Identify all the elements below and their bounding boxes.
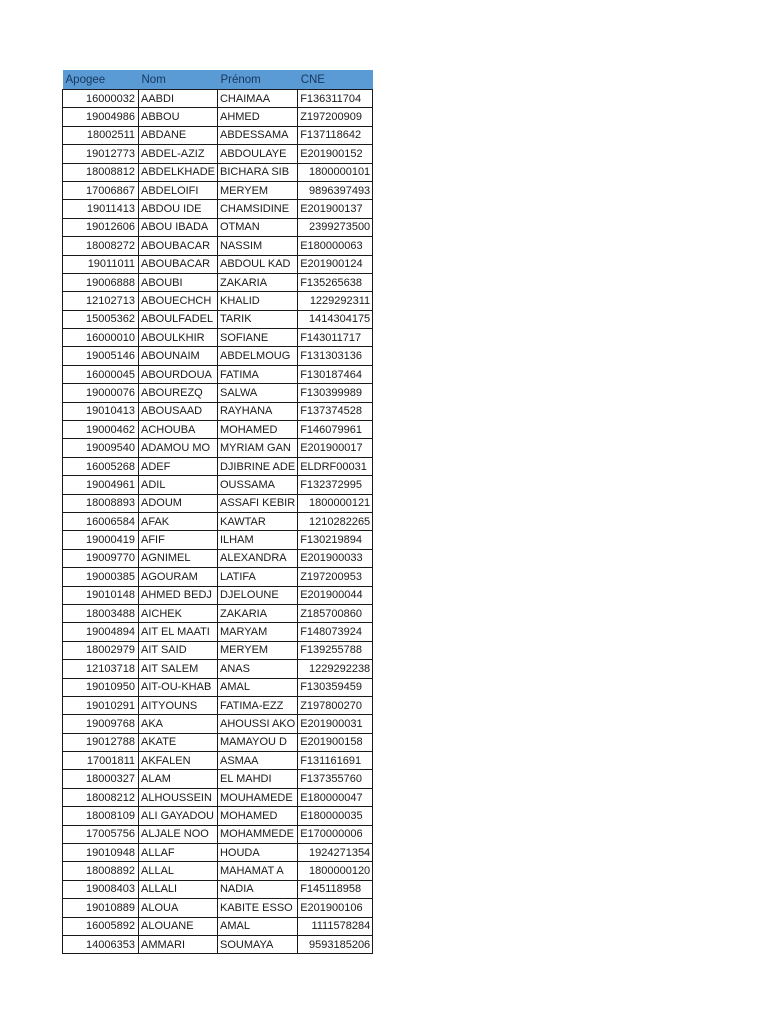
cell-nom: ABOULFADEL: [139, 310, 218, 328]
table-row: [63, 568, 373, 586]
cell-nom: ADAMOU MO: [139, 439, 218, 457]
cell-nom: AGNIMEL: [139, 549, 218, 567]
cell-prenom: OUSSAMA: [217, 476, 297, 494]
table-row: [63, 844, 373, 862]
cell-cne: Z197200909: [298, 108, 373, 126]
cell-cne: F146079961: [298, 421, 373, 439]
cell-cne: 1229292238: [298, 660, 373, 678]
cell-cne: E201900152: [298, 145, 373, 163]
cell-nom: ABBOU: [139, 108, 218, 126]
table-row: [63, 752, 373, 770]
cell-cne: 1800000101: [298, 163, 373, 181]
table-row: [63, 457, 373, 475]
column-header-cne: CNE: [298, 70, 373, 90]
cell-apogee: 12103718: [63, 660, 139, 678]
cell-prenom: ALEXANDRA: [217, 549, 297, 567]
cell-cne: E170000006: [298, 825, 373, 843]
table-row: [63, 292, 373, 310]
cell-apogee: 12102713: [63, 292, 139, 310]
students-sheet: [62, 70, 373, 954]
cell-apogee: 19010889: [63, 899, 139, 917]
cell-nom: ABOUBI: [139, 273, 218, 291]
table-row: [63, 181, 373, 199]
cell-prenom: LATIFA: [217, 568, 297, 586]
table-row: [63, 880, 373, 898]
cell-nom: AHMED BEDJ: [139, 586, 218, 604]
cell-prenom: SOFIANE: [217, 329, 297, 347]
cell-prenom: OTMAN: [217, 218, 297, 236]
cell-apogee: 16005892: [63, 917, 139, 935]
cell-cne: F137355760: [298, 770, 373, 788]
table-row: [63, 715, 373, 733]
cell-cne: 1800000120: [298, 862, 373, 880]
table-row: [63, 660, 373, 678]
cell-cne: 1111578284: [298, 917, 373, 935]
cell-apogee: 19010413: [63, 402, 139, 420]
cell-prenom: SALWA: [217, 384, 297, 402]
cell-nom: ABOUBACAR: [139, 255, 218, 273]
cell-apogee: 18008212: [63, 788, 139, 806]
cell-nom: ABDOU IDE: [139, 200, 218, 218]
cell-cne: 1229292311: [298, 292, 373, 310]
cell-nom: ALLALI: [139, 880, 218, 898]
cell-prenom: FATIMA: [217, 365, 297, 383]
table-row: [63, 329, 373, 347]
cell-cne: F130219894: [298, 531, 373, 549]
cell-cne: Z197200953: [298, 568, 373, 586]
cell-apogee: 19010950: [63, 678, 139, 696]
cell-prenom: ZAKARIA: [217, 604, 297, 622]
table-row: [63, 310, 373, 328]
cell-cne: F131303136: [298, 347, 373, 365]
cell-apogee: 19010291: [63, 696, 139, 714]
table-row: [63, 273, 373, 291]
cell-nom: ADOUM: [139, 494, 218, 512]
cell-cne: E180000047: [298, 788, 373, 806]
table-row: [63, 825, 373, 843]
cell-nom: AFIF: [139, 531, 218, 549]
cell-prenom: MARYAM: [217, 623, 297, 641]
table-row: [63, 402, 373, 420]
cell-prenom: BICHARA SIB: [217, 163, 297, 181]
cell-cne: 1414304175: [298, 310, 373, 328]
table-row: [63, 347, 373, 365]
cell-nom: AIT SALEM: [139, 660, 218, 678]
table-row: [63, 145, 373, 163]
cell-cne: F137118642: [298, 126, 373, 144]
cell-prenom: ASMAA: [217, 752, 297, 770]
cell-cne: E201900033: [298, 549, 373, 567]
students-table: [62, 70, 373, 954]
table-row: [63, 604, 373, 622]
cell-apogee: 19009540: [63, 439, 139, 457]
cell-nom: AKATE: [139, 733, 218, 751]
cell-prenom: ANAS: [217, 660, 297, 678]
table-row: [63, 218, 373, 236]
cell-apogee: 16000032: [63, 90, 139, 108]
table-row: [63, 623, 373, 641]
cell-nom: ADIL: [139, 476, 218, 494]
cell-apogee: 17006867: [63, 181, 139, 199]
cell-apogee: 18002511: [63, 126, 139, 144]
cell-apogee: 19012606: [63, 218, 139, 236]
cell-cne: F130187464: [298, 365, 373, 383]
cell-cne: F139255788: [298, 641, 373, 659]
cell-nom: ABOUSAAD: [139, 402, 218, 420]
cell-nom: AICHEK: [139, 604, 218, 622]
table-row: [63, 770, 373, 788]
table-row: [63, 678, 373, 696]
cell-apogee: 19000385: [63, 568, 139, 586]
table-row: [63, 899, 373, 917]
cell-prenom: MERYEM: [217, 181, 297, 199]
cell-prenom: MOHAMED: [217, 421, 297, 439]
cell-apogee: 19004894: [63, 623, 139, 641]
cell-apogee: 19000076: [63, 384, 139, 402]
cell-prenom: CHAMSIDINE: [217, 200, 297, 218]
cell-nom: AMMARI: [139, 935, 218, 953]
cell-cne: 1210282265: [298, 512, 373, 530]
cell-apogee: 19004986: [63, 108, 139, 126]
table-row: [63, 384, 373, 402]
cell-apogee: 19000419: [63, 531, 139, 549]
cell-cne: 1800000121: [298, 494, 373, 512]
cell-nom: ABOUNAIM: [139, 347, 218, 365]
cell-nom: AIT-OU-KHAB: [139, 678, 218, 696]
cell-cne: ELDRF00031: [298, 457, 373, 475]
cell-apogee: 19012788: [63, 733, 139, 751]
cell-apogee: 19005146: [63, 347, 139, 365]
table-row: [63, 549, 373, 567]
cell-apogee: 19000462: [63, 421, 139, 439]
table-row: [63, 90, 373, 108]
table-row: [63, 641, 373, 659]
cell-apogee: 18008812: [63, 163, 139, 181]
cell-nom: ABDEL-AZIZ: [139, 145, 218, 163]
cell-nom: ABOU IBADA: [139, 218, 218, 236]
table-row: [63, 696, 373, 714]
cell-apogee: 17005756: [63, 825, 139, 843]
cell-apogee: 16000045: [63, 365, 139, 383]
table-row: [63, 439, 373, 457]
cell-nom: AKFALEN: [139, 752, 218, 770]
column-header-apogee: Apogee: [63, 70, 139, 90]
cell-apogee: 19011011: [63, 255, 139, 273]
cell-prenom: FATIMA-EZZ: [217, 696, 297, 714]
cell-apogee: 19009770: [63, 549, 139, 567]
cell-nom: ALAM: [139, 770, 218, 788]
cell-apogee: 19012773: [63, 145, 139, 163]
cell-nom: ALOUANE: [139, 917, 218, 935]
cell-apogee: 18008893: [63, 494, 139, 512]
table-row: [63, 512, 373, 530]
cell-prenom: AMAL: [217, 678, 297, 696]
cell-prenom: KAWTAR: [217, 512, 297, 530]
table-row: [63, 255, 373, 273]
cell-cne: E180000035: [298, 807, 373, 825]
cell-cne: F137374528: [298, 402, 373, 420]
cell-prenom: NADIA: [217, 880, 297, 898]
cell-prenom: MOUHAMEDE: [217, 788, 297, 806]
cell-prenom: CHAIMAA: [217, 90, 297, 108]
cell-nom: ALLAF: [139, 844, 218, 862]
cell-prenom: AHOUSSI AKO: [217, 715, 297, 733]
table-row: [63, 788, 373, 806]
cell-prenom: TARIK: [217, 310, 297, 328]
cell-prenom: EL MAHDI: [217, 770, 297, 788]
table-row: [63, 421, 373, 439]
cell-cne: E201900124: [298, 255, 373, 273]
cell-apogee: 15005362: [63, 310, 139, 328]
cell-cne: 9896397493: [298, 181, 373, 199]
table-row: [63, 917, 373, 935]
cell-cne: Z185700860: [298, 604, 373, 622]
cell-cne: F135265638: [298, 273, 373, 291]
cell-prenom: MOHAMED: [217, 807, 297, 825]
cell-cne: E180000063: [298, 237, 373, 255]
cell-nom: AKA: [139, 715, 218, 733]
cell-apogee: 16000010: [63, 329, 139, 347]
table-row: [63, 531, 373, 549]
cell-prenom: ABDOULAYE: [217, 145, 297, 163]
cell-nom: ALHOUSSEIN: [139, 788, 218, 806]
cell-nom: AABDI: [139, 90, 218, 108]
cell-nom: AIT EL MAATI: [139, 623, 218, 641]
cell-apogee: 18008272: [63, 237, 139, 255]
table-row: [63, 935, 373, 953]
table-row: [63, 586, 373, 604]
table-row: [63, 108, 373, 126]
cell-apogee: 19004961: [63, 476, 139, 494]
cell-apogee: 18008109: [63, 807, 139, 825]
cell-apogee: 19006888: [63, 273, 139, 291]
cell-apogee: 16005268: [63, 457, 139, 475]
table-row: [63, 476, 373, 494]
cell-apogee: 18008892: [63, 862, 139, 880]
cell-nom: ALOUA: [139, 899, 218, 917]
cell-nom: AITYOUNS: [139, 696, 218, 714]
cell-cne: E201900137: [298, 200, 373, 218]
cell-prenom: MYRIAM GAN: [217, 439, 297, 457]
cell-cne: E201900106: [298, 899, 373, 917]
table-row: [63, 237, 373, 255]
cell-nom: ABOUECHCH: [139, 292, 218, 310]
cell-nom: ABOURDOUA: [139, 365, 218, 383]
cell-nom: ALLAL: [139, 862, 218, 880]
cell-nom: ADEF: [139, 457, 218, 475]
table-row: [63, 862, 373, 880]
cell-nom: AIT SAID: [139, 641, 218, 659]
cell-prenom: MAMAYOU D: [217, 733, 297, 751]
cell-prenom: SOUMAYA: [217, 935, 297, 953]
header-row: [63, 70, 373, 90]
cell-cne: F136311704: [298, 90, 373, 108]
cell-apogee: 19010948: [63, 844, 139, 862]
table-row: [63, 807, 373, 825]
cell-cne: 1924271354: [298, 844, 373, 862]
cell-nom: ACHOUBA: [139, 421, 218, 439]
cell-cne: F148073924: [298, 623, 373, 641]
cell-prenom: DJIBRINE ADE: [217, 457, 297, 475]
table-row: [63, 494, 373, 512]
table-row: [63, 365, 373, 383]
cell-nom: ABDANE: [139, 126, 218, 144]
cell-prenom: ILHAM: [217, 531, 297, 549]
cell-prenom: MAHAMAT A: [217, 862, 297, 880]
table-row: [63, 163, 373, 181]
cell-prenom: ASSAFI KEBIR: [217, 494, 297, 512]
cell-prenom: KHALID: [217, 292, 297, 310]
cell-prenom: MOHAMMEDE: [217, 825, 297, 843]
cell-cne: 9593185206: [298, 935, 373, 953]
cell-nom: ALJALE NOO: [139, 825, 218, 843]
cell-nom: AFAK: [139, 512, 218, 530]
cell-apogee: 18002979: [63, 641, 139, 659]
cell-nom: ALI GAYADOU: [139, 807, 218, 825]
cell-prenom: NASSIM: [217, 237, 297, 255]
cell-cne: 2399273500: [298, 218, 373, 236]
cell-cne: F130359459: [298, 678, 373, 696]
cell-prenom: ABDELMOUG: [217, 347, 297, 365]
cell-cne: F130399989: [298, 384, 373, 402]
column-header-prenom: Prénom: [217, 70, 297, 90]
cell-nom: ABDELKHADE: [139, 163, 218, 181]
cell-cne: E201900017: [298, 439, 373, 457]
cell-nom: ABOUBACAR: [139, 237, 218, 255]
cell-cne: F143011717: [298, 329, 373, 347]
cell-prenom: ABDESSAMA: [217, 126, 297, 144]
cell-apogee: 19009768: [63, 715, 139, 733]
cell-cne: F131161691: [298, 752, 373, 770]
cell-prenom: AHMED: [217, 108, 297, 126]
cell-cne: F145118958: [298, 880, 373, 898]
cell-apogee: 14006353: [63, 935, 139, 953]
cell-cne: E201900158: [298, 733, 373, 751]
cell-cne: F132372995: [298, 476, 373, 494]
cell-apogee: 18003488: [63, 604, 139, 622]
cell-apogee: 17001811: [63, 752, 139, 770]
cell-prenom: KABITE ESSO: [217, 899, 297, 917]
cell-apogee: 19008403: [63, 880, 139, 898]
cell-apogee: 16006584: [63, 512, 139, 530]
table-row: [63, 126, 373, 144]
cell-nom: ABOULKHIR: [139, 329, 218, 347]
cell-apogee: 19011413: [63, 200, 139, 218]
cell-prenom: DJELOUNE: [217, 586, 297, 604]
table-row: [63, 200, 373, 218]
cell-cne: Z197800270: [298, 696, 373, 714]
cell-nom: AGOURAM: [139, 568, 218, 586]
cell-prenom: ABDOUL KAD: [217, 255, 297, 273]
cell-apogee: 18000327: [63, 770, 139, 788]
cell-apogee: 19010148: [63, 586, 139, 604]
cell-cne: E201900044: [298, 586, 373, 604]
cell-prenom: ZAKARIA: [217, 273, 297, 291]
cell-nom: ABDELOIFI: [139, 181, 218, 199]
cell-nom: ABOUREZQ: [139, 384, 218, 402]
column-header-nom: Nom: [139, 70, 218, 90]
cell-prenom: MERYEM: [217, 641, 297, 659]
cell-cne: E201900031: [298, 715, 373, 733]
cell-prenom: AMAL: [217, 917, 297, 935]
cell-prenom: HOUDA: [217, 844, 297, 862]
cell-prenom: RAYHANA: [217, 402, 297, 420]
table-row: [63, 733, 373, 751]
